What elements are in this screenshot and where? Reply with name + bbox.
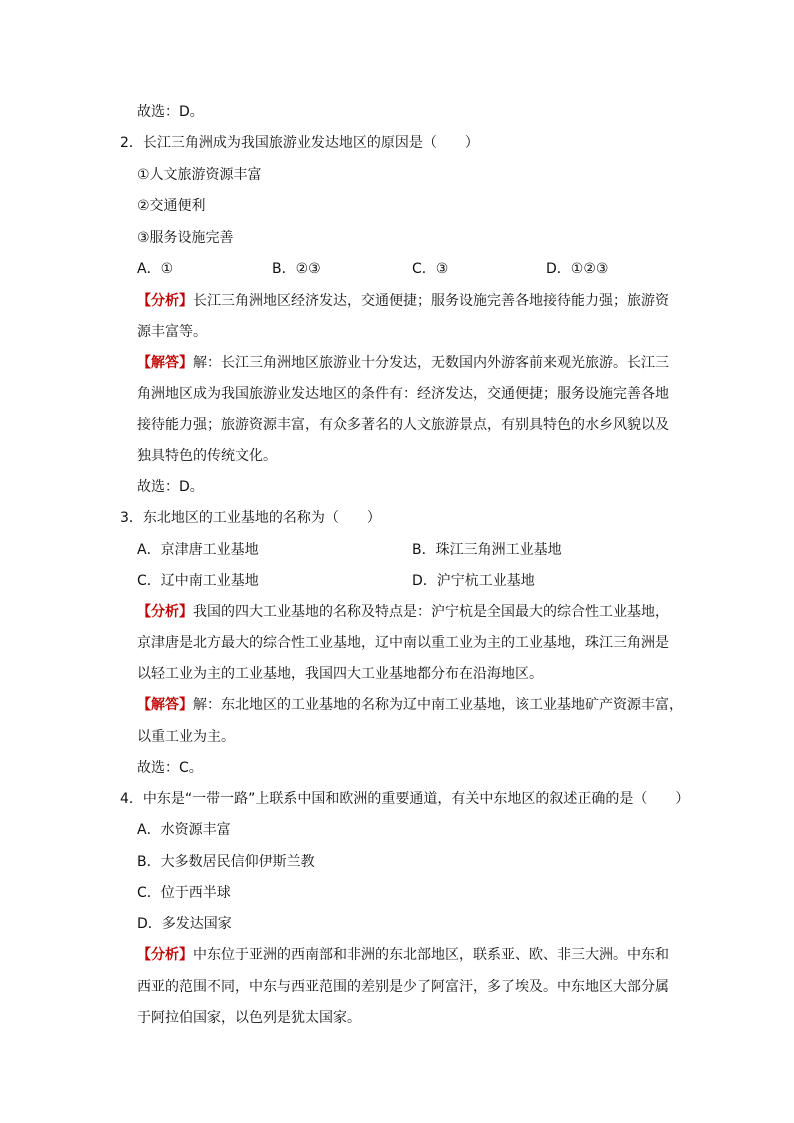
q4-option-a: A．水资源丰富 xyxy=(137,822,231,838)
q4-analysis-line: 于阿拉伯国家，以色列是犹太国家。 xyxy=(137,1010,361,1026)
q3-stem: 3．东北地区的工业基地的名称为（ ） xyxy=(120,510,381,526)
q2-analysis-line: 源丰富等。 xyxy=(137,324,207,340)
q3-option-c: C．辽中南工业基地 xyxy=(137,573,259,589)
q2-solution-line: 接待能力强；旅游资源丰富，有众多著名的人文旅游景点，有别具特色的水乡风貌以及 xyxy=(137,417,669,433)
q3-answer: 故选：C。 xyxy=(137,760,203,776)
solution-text: 解：长江三角洲地区旅游业十分发达，无数国内外游客前来观光旅游。长江三 xyxy=(193,355,669,371)
q2-item: ①人文旅游资源丰富 xyxy=(137,167,262,183)
previous-answer: 故选：D。 xyxy=(137,104,204,120)
q2-option-a: A．① xyxy=(137,261,174,277)
analysis-text: 中东位于亚洲的西南部和非洲的东北部地区，联系亚、欧、非三大洲。中东和 xyxy=(193,947,669,963)
q2-stem: 2．长江三角洲成为我国旅游业发达地区的原因是（ ） xyxy=(120,135,479,151)
analysis-tag: 【分析】 xyxy=(137,947,193,963)
q3-analysis-line: 京津唐是北方最大的综合性工业基地，辽中南以重工业为主的工业基地，珠江三角洲是 xyxy=(137,635,669,651)
q3-option-d: D．沪宁杭工业基地 xyxy=(412,573,535,589)
q2-item: ③服务设施完善 xyxy=(137,230,234,246)
solution-tag: 【解答】 xyxy=(137,355,193,371)
q2-solution-line: 独具特色的传统文化。 xyxy=(137,448,277,464)
q4-option-b: B．大多数居民信仰伊斯兰教 xyxy=(137,854,315,870)
q3-solution-line: 以重工业为主。 xyxy=(137,729,235,745)
q3-option-b: B．珠江三角洲工业基地 xyxy=(412,542,562,558)
analysis-tag: 【分析】 xyxy=(137,293,193,309)
q2-option-b: B．②③ xyxy=(272,261,321,277)
q2-option-c: C．③ xyxy=(412,261,449,277)
q2-answer: 故选：D。 xyxy=(137,479,204,495)
q3-analysis-line: 以轻工业为主的工业基地，我国四大工业基地都分布在沿海地区。 xyxy=(137,666,543,682)
analysis-text: 长江三角洲地区经济发达，交通便捷；服务设施完善各地接待能力强；旅游资 xyxy=(193,293,669,309)
q3-option-a: A．京津唐工业基地 xyxy=(137,542,259,558)
q3-analysis-line xyxy=(137,603,669,621)
q4-option-c: C．位于西半球 xyxy=(137,885,231,901)
analysis-tag: 【分析】 xyxy=(137,604,193,620)
solution-text: 解：东北地区的工业基地的名称为辽中南工业基地，该工业基地矿产资源丰富， xyxy=(193,697,683,713)
q2-analysis-line xyxy=(137,292,669,310)
q4-analysis-line xyxy=(137,946,669,964)
q4-option-d: D．多发达国家 xyxy=(137,916,232,932)
analysis-text: 我国的四大工业基地的名称及特点是：沪宁杭是全国最大的综合性工业基地， xyxy=(193,604,669,620)
q2-item: ②交通便利 xyxy=(137,198,206,214)
q4-analysis-line: 西亚的范围不同，中东与西亚范围的差别是少了阿富汗，多了埃及。中东地区大部分属 xyxy=(137,979,669,995)
solution-tag: 【解答】 xyxy=(137,697,193,713)
q2-solution-line xyxy=(137,354,669,372)
q3-solution-line xyxy=(137,696,683,714)
q2-solution-line: 角洲地区成为我国旅游业发达地区的条件有：经济发达，交通便捷；服务设施完善各地 xyxy=(137,386,669,402)
q4-stem: 4．中东是“一带一路”上联系中国和欧洲的重要通道，有关中东地区的叙述正确的是（ ） xyxy=(120,791,690,807)
q2-option-d: D．①②③ xyxy=(546,261,609,277)
